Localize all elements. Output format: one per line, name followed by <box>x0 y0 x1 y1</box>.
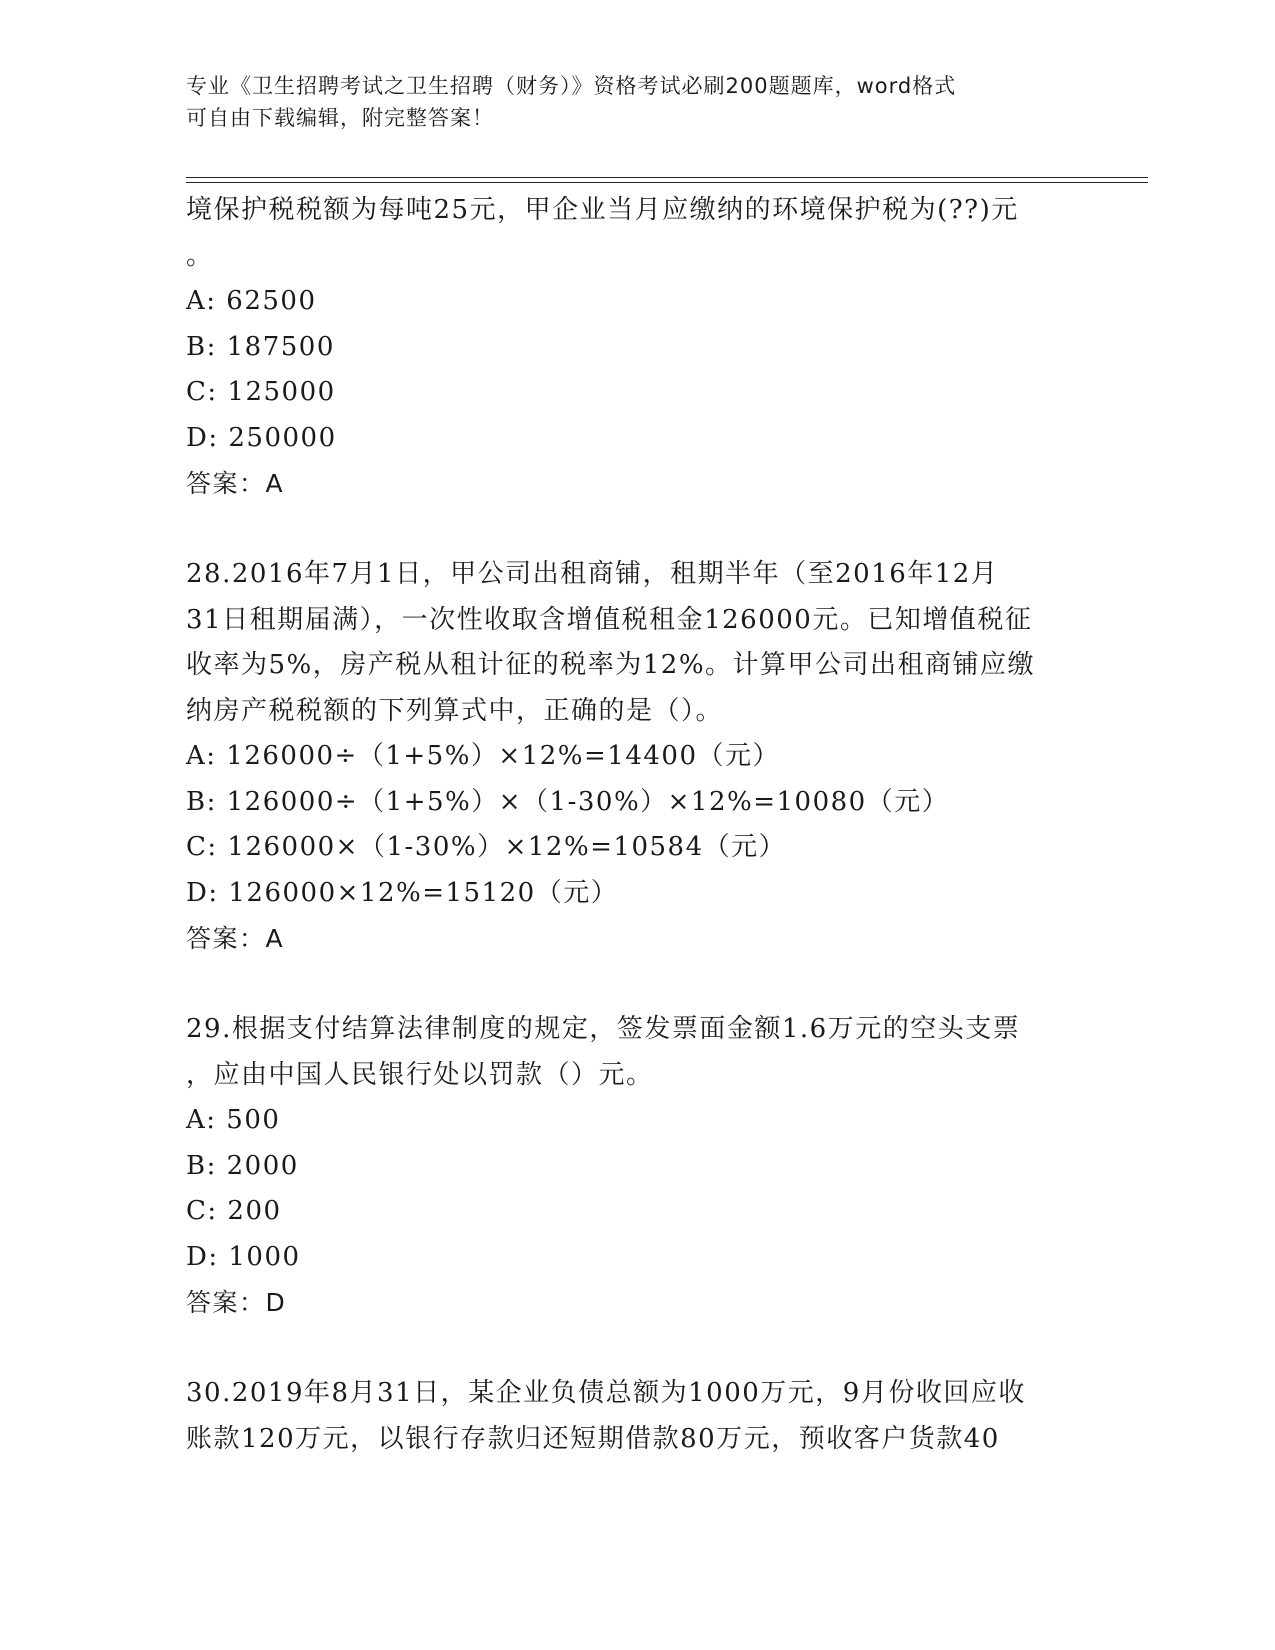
question-text-line: ，应由中国人民银行处以罚款（）元。 <box>186 1059 654 1090</box>
option-d: D: 126000×12%=15120（元） <box>186 877 619 908</box>
option-b: B: 2000 <box>186 1150 299 1181</box>
question-27 <box>186 188 1106 507</box>
question-text-line: 29.根据支付结算法律制度的规定，签发票面金额1.6万元的空头支票 <box>186 1014 1021 1044</box>
option-b: B: 126000÷（1+5%）×（1-30%）×12%=10080（元） <box>186 786 950 817</box>
question-text-line: 收率为5%，房产税从租计征的税率为12%。计算甲公司出租商铺应缴 <box>186 650 1036 680</box>
header-line-2: 可自由下载编辑，附完整答案！ <box>186 106 494 130</box>
question-30 <box>186 1371 1106 1462</box>
question-text-line: 30.2019年8月31日，某企业负债总额为1000万元，9月份收回应收 <box>186 1378 1026 1408</box>
question-text-line: 28.2016年7月1日，甲公司出租商铺，租期半年（至2016年12月 <box>186 559 999 589</box>
question-28 <box>186 552 1106 962</box>
option-a: A: 126000÷（1+5%）×12%=14400（元） <box>186 741 780 771</box>
header-rule-bottom <box>186 182 1148 183</box>
option-d: D: 1000 <box>186 1241 301 1272</box>
header-line-1: 专业《卫生招聘考试之卫生招聘（财务）》资格考试必刷200题题库，word格式 <box>186 74 957 98</box>
option-b: B: 187500 <box>186 331 335 362</box>
option-c: C: 126000×（1-30%）×12%=10584（元） <box>186 832 787 862</box>
header-rule-top <box>186 177 1148 178</box>
answer: 答案：A <box>186 469 285 498</box>
question-29 <box>186 1007 1106 1326</box>
option-a: A: 62500 <box>186 286 317 316</box>
answer: 答案：D <box>186 1288 287 1317</box>
answer: 答案：A <box>186 924 285 953</box>
option-d: D: 250000 <box>186 422 337 453</box>
question-text-line: 纳房产税税额的下列算式中，正确的是（）。 <box>186 695 724 726</box>
question-text-line: 账款120万元，以银行存款归还短期借款80万元，预收客户货款40 <box>186 1423 1000 1454</box>
question-text-line: 境保护税税额为每吨25元，甲企业当月应缴纳的环境保护税为(??)元 <box>186 195 1019 225</box>
question-text-line: 。 <box>186 240 214 271</box>
option-c: C: 125000 <box>186 377 336 407</box>
option-c: C: 200 <box>186 1196 282 1226</box>
option-a: A: 500 <box>186 1105 281 1135</box>
document-body <box>186 188 1106 1462</box>
document-header <box>186 70 1086 134</box>
question-text-line: 31日租期届满），一次性收取含增值税租金126000元。已知增值税征 <box>186 604 1033 635</box>
